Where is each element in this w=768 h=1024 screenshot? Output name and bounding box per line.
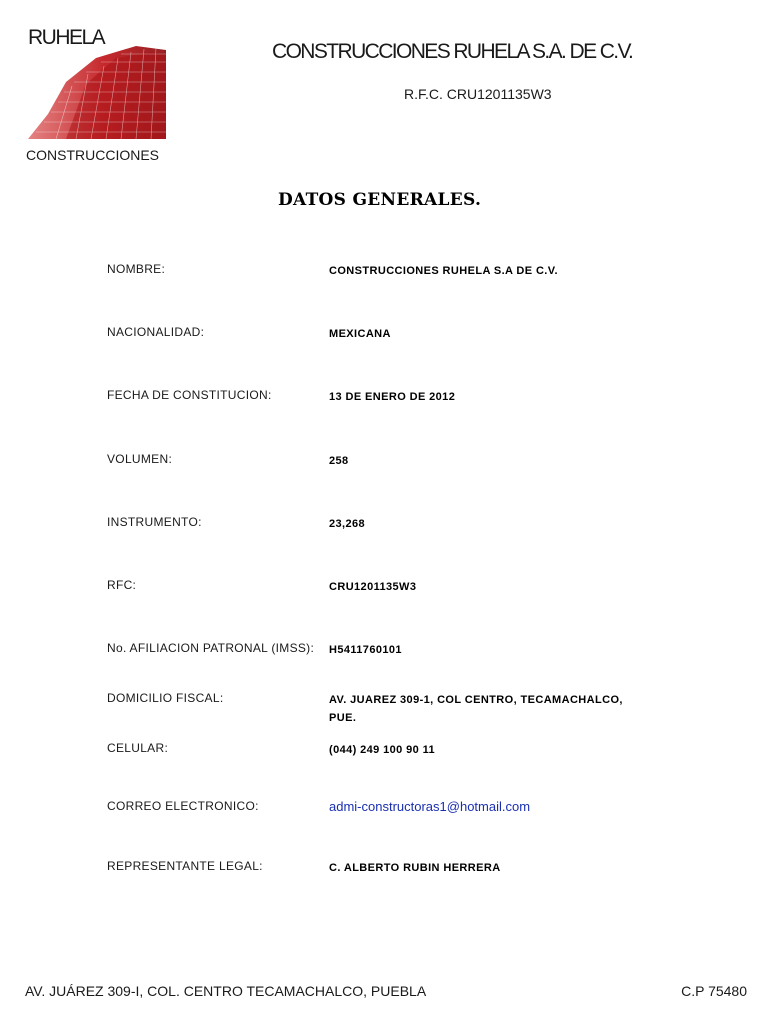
field-value: 258 <box>329 455 349 467</box>
field-value: (044) 249 100 90 11 <box>329 744 436 756</box>
field-label: DOMICILIO FISCAL: <box>107 691 224 705</box>
field-value: MEXICANA <box>329 328 391 340</box>
field-value: C. ALBERTO RUBIN HERRERA <box>329 862 501 874</box>
building-logo-icon <box>26 44 168 142</box>
email-link[interactable]: admi-constructoras1@hotmail.com <box>329 799 531 814</box>
field-label: INSTRUMENTO: <box>107 515 202 529</box>
field-label: VOLUMEN: <box>107 452 173 466</box>
field-label: No. AFILIACION PATRONAL (IMSS): <box>107 641 315 655</box>
field-label: NACIONALIDAD: <box>107 325 205 339</box>
field-label: CELULAR: <box>107 741 169 755</box>
field-label: RFC: <box>107 578 137 592</box>
field-value: 23,268 <box>329 518 366 530</box>
logo-top-text: RUHELA <box>28 26 105 49</box>
field-value: CRU1201135W3 <box>329 581 417 593</box>
field-label: NOMBRE: <box>107 262 166 276</box>
field-label: REPRESENTANTE LEGAL: <box>107 859 263 873</box>
footer-address: AV. JUÁREZ 309-I, COL. CENTRO TECAMACHALCO, PUEBLA <box>25 983 427 999</box>
logo-bottom-text: CONSTRUCCIONES <box>26 147 160 163</box>
footer-postal-code: C.P 75480 <box>681 983 747 999</box>
field-value: CONSTRUCCIONES RUHELA S.A DE C.V. <box>329 265 558 277</box>
field-value: AV. JUAREZ 309-1, COL CENTRO, TECAMACHALCO, PUE. <box>329 694 623 724</box>
field-label: CORREO ELECTRONICO: <box>107 799 259 813</box>
field-value: H5411760101 <box>329 644 402 656</box>
company-name: CONSTRUCCIONES RUHELA S.A. DE C.V. <box>272 40 633 63</box>
field-value: 13 DE ENERO DE 2012 <box>329 391 456 403</box>
header-rfc: R.F.C. CRU1201135W3 <box>404 86 552 102</box>
field-label: FECHA DE CONSTITUCION: <box>107 388 272 402</box>
document-title: DATOS GENERALES. <box>278 190 482 210</box>
